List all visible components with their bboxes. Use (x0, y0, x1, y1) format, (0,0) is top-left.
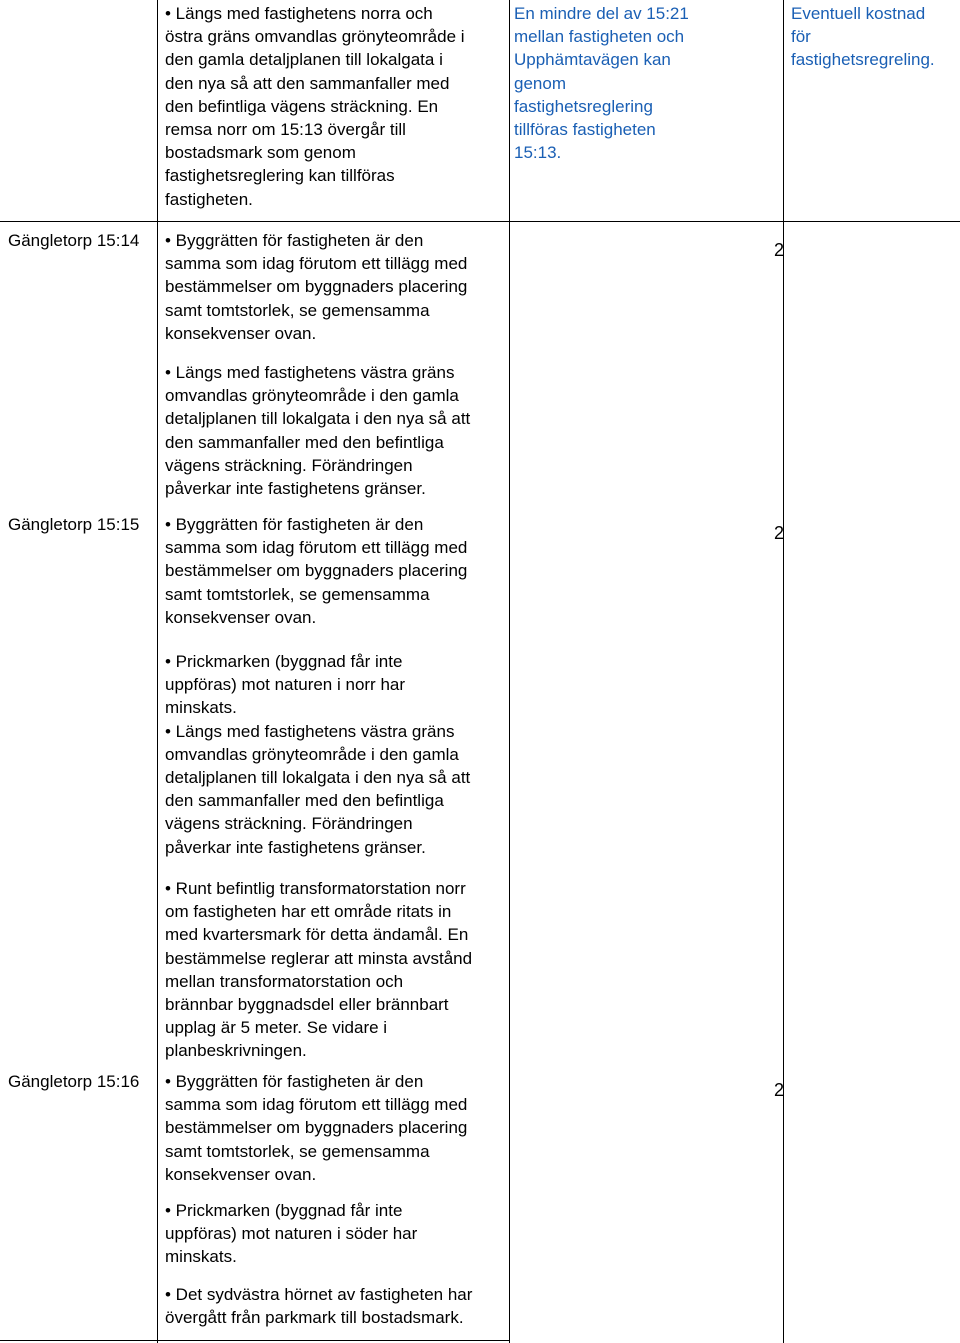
text-line: uppföras) mot naturen i söder har (165, 1224, 418, 1244)
text-line: tillföras fastigheten (514, 119, 656, 139)
text-line: En mindre del av 15:21 (514, 4, 689, 23)
text-line: konsekvenser ovan. (165, 323, 317, 343)
text-line: minskats. (165, 698, 237, 718)
text-line: remsa norr om 15:13 övergår till (165, 119, 406, 139)
text-line: med kvartersmark för detta ändamål. En (165, 925, 469, 945)
text-line: • Det sydvästra hörnet av fastigheten har (165, 1285, 473, 1304)
property-name: Gängletorp 15:14 (8, 231, 140, 250)
bullet-block (165, 1283, 472, 1329)
text-line: fastighetsregreling. (791, 50, 935, 70)
text-line: samma som idag förutom ett tillägg med (165, 538, 468, 558)
text-line: omvandlas grönyteområde i den gamla (165, 386, 459, 406)
bullet-block (165, 361, 470, 500)
text-line: bestämmelser om byggnaders placering (165, 277, 468, 297)
text-line: fastighetsreglering kan tillföras (165, 166, 395, 186)
row-number: 2 (773, 240, 784, 260)
text-line: samt tomtstorlek, se gemensamma (165, 1141, 430, 1161)
text-line: brännbar byggnadsdel eller brännbart (165, 994, 449, 1014)
text-line: bostadsmark som genom (165, 143, 356, 163)
top-cost (791, 2, 935, 72)
text-line: påverkar inte fastighetens gränser. (165, 837, 426, 857)
property-name: Gängletorp 15:16 (8, 1072, 140, 1091)
text-line: • Längs med fastighetens västra gräns (165, 721, 455, 741)
text-line: Upphämtavägen kan (514, 50, 671, 70)
text-line: detaljplanen till lokalgata i den nya så att (165, 767, 471, 787)
text-line: om fastigheten har ett område ritats in (165, 902, 452, 922)
text-line: den sammanfaller med den befintliga (165, 791, 444, 811)
text-line: den nya så att den sammanfaller med (165, 73, 450, 93)
text-line: genom (514, 73, 566, 93)
text-line: Eventuell kostnad (791, 4, 926, 23)
text-line: den gamla detaljplanen till lokalgata i (165, 50, 443, 70)
text-line: konsekvenser ovan. (165, 1164, 317, 1184)
text-line: den befintliga vägens sträckning. En (165, 96, 439, 116)
property-name: Gängletorp 15:15 (8, 515, 140, 534)
bullet-block (165, 650, 470, 859)
text-line: • Längs med fastighetens västra gräns (165, 363, 455, 382)
text-line: för (791, 27, 811, 47)
text-line: påverkar inte fastighetens gränser. (165, 478, 426, 498)
bullet-block (165, 1199, 417, 1269)
text-line: detaljplanen till lokalgata i den nya så att (165, 409, 471, 429)
text-line: konsekvenser ovan. (165, 607, 317, 627)
text-line: övergått från parkmark till bostadsmark. (165, 1308, 464, 1328)
text-line: samt tomtstorlek, se gemensamma (165, 584, 430, 604)
text-line: samma som idag förutom ett tillägg med (165, 1095, 468, 1115)
row-divider-bottom (0, 1340, 510, 1341)
text-line: fastighetsreglering (514, 96, 653, 116)
text-line: samma som idag förutom ett tillägg med (165, 254, 468, 274)
text-line: • Byggrätten för fastigheten är den (165, 515, 424, 534)
bullet-block (165, 229, 467, 345)
text-line: • Byggrätten för fastigheten är den (165, 231, 424, 250)
row-divider-top (0, 221, 960, 222)
column-divider-1 (157, 0, 158, 1343)
text-line: bestämmelser om byggnaders placering (165, 1118, 468, 1138)
text-line: upplag är 5 meter. Se vidare i (165, 1018, 388, 1038)
text-line: mellan fastigheten och (514, 27, 685, 47)
text-line: samt tomtstorlek, se gemensamma (165, 300, 430, 320)
text-line: • Längs med fastighetens norra och (165, 4, 433, 23)
text-line: 15:13. (514, 143, 562, 163)
text-line: planbeskrivningen. (165, 1041, 307, 1061)
text-line: • Byggrätten för fastigheten är den (165, 1072, 424, 1091)
bullet-block (165, 1070, 467, 1186)
top-consequence (514, 2, 689, 164)
text-line: vägens sträckning. Förändringen (165, 455, 413, 475)
text-line: omvandlas grönyteområde i den gamla (165, 744, 459, 764)
bullet-block (165, 513, 467, 629)
text-line: fastigheten. (165, 189, 253, 209)
bullet-block (165, 877, 472, 1063)
column-divider-3 (783, 0, 784, 1343)
text-line: minskats. (165, 1247, 237, 1267)
text-line: mellan transformatorstation och (165, 971, 404, 991)
column-divider-2 (509, 0, 510, 1343)
text-line: den sammanfaller med den befintliga (165, 432, 444, 452)
text-line: vägens sträckning. Förändringen (165, 814, 413, 834)
row-number: 2 (773, 1080, 784, 1100)
text-line: uppföras) mot naturen i norr har (165, 675, 406, 695)
text-line: • Prickmarken (byggnad får inte (165, 1201, 403, 1220)
text-line: östra gräns omvandlas grönyteområde i (165, 27, 465, 47)
text-line: • Runt befintlig transformatorstation norr (165, 879, 466, 898)
text-line: • Prickmarken (byggnad får inte (165, 652, 403, 671)
row-number: 2 (773, 523, 784, 543)
text-line: bestämmelser om byggnaders placering (165, 561, 468, 581)
top-description (165, 2, 465, 211)
text-line: bestämmelse reglerar att minsta avstånd (165, 948, 473, 968)
